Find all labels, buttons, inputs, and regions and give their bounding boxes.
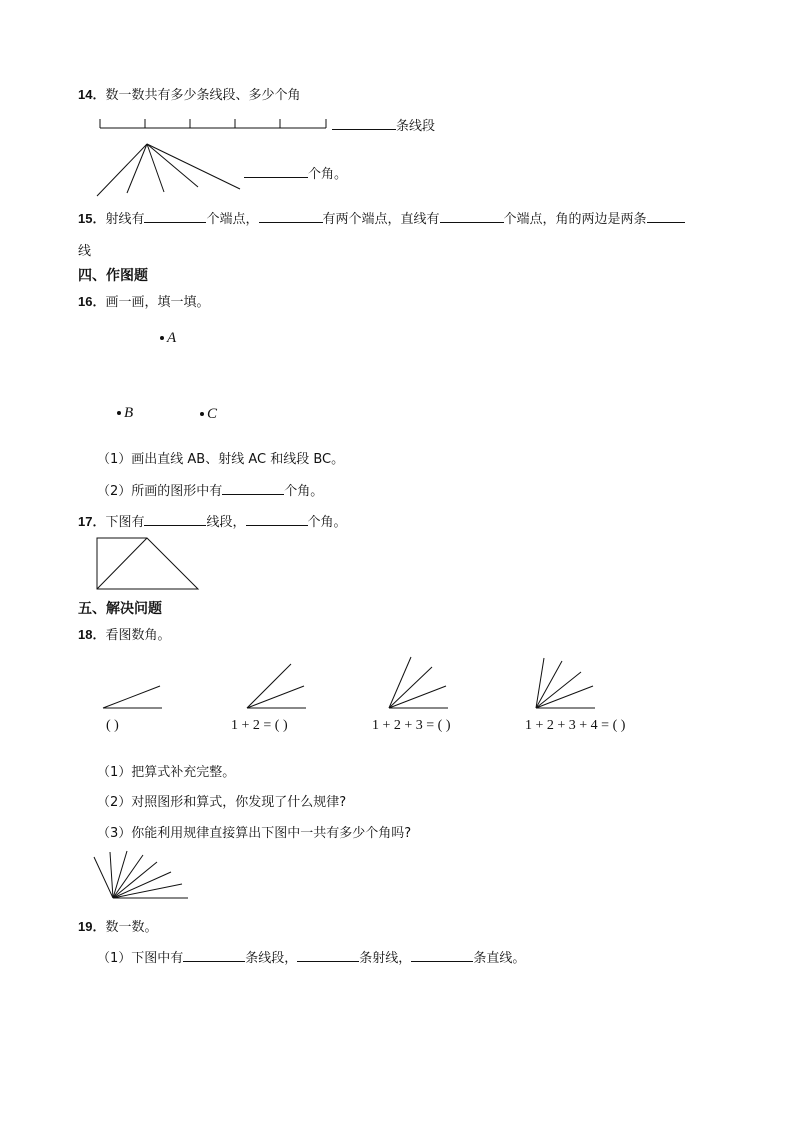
sub-question: （1）下图中有 条线段， 条射线， 条直线。 (97, 947, 525, 966)
question-15-cont: 线 (78, 244, 92, 259)
point-label-a: A (167, 330, 177, 346)
answer-blank[interactable] (411, 948, 473, 962)
answer-blank[interactable] (183, 948, 245, 962)
point-label-c: C (207, 406, 218, 422)
formula: 1 + 2 + 3 + 4 = ( ) (525, 718, 626, 733)
section-title: 四、作图题 (78, 268, 148, 284)
sub-question: （1）画出直线 AB、射线 AC 和线段 BC。 (97, 452, 345, 467)
sub-question: （1）把算式补充完整。 (97, 765, 236, 780)
formula: 1 + 2 = ( ) (231, 718, 288, 733)
angle-answer: 个角。 (244, 163, 347, 182)
segment-answer: 条线段 (332, 115, 435, 134)
question-text: 数一数共有多少条线段、多少个角 (105, 88, 301, 103)
point-label-b: B (124, 405, 134, 421)
sub-question: （2）所画的图形中有 个角。 (97, 480, 323, 499)
sub-question: （2）对照图形和算式，你发现了什么规律? (97, 795, 347, 810)
question-17: 17．下图有 线段， 个角。 (78, 514, 347, 530)
question-16: 16．画一画，填一填。 (78, 294, 210, 310)
section-title: 五、解决问题 (78, 601, 162, 617)
answer-blank[interactable] (297, 948, 359, 962)
question-19: 19．数一数。 (78, 919, 158, 935)
formula: 1 + 2 + 3 = ( ) (372, 718, 451, 733)
question-15: 15．射线有 个端点， 有两个端点，直线有 个端点，角的两边是两条 (78, 208, 685, 227)
question-18: 18．看图数角。 (78, 627, 171, 643)
question-number: 14． (78, 87, 106, 102)
sub-question: （3）你能利用规律直接算出下图中一共有多少个角吗? (97, 826, 412, 841)
formula: ( ) (106, 718, 119, 733)
